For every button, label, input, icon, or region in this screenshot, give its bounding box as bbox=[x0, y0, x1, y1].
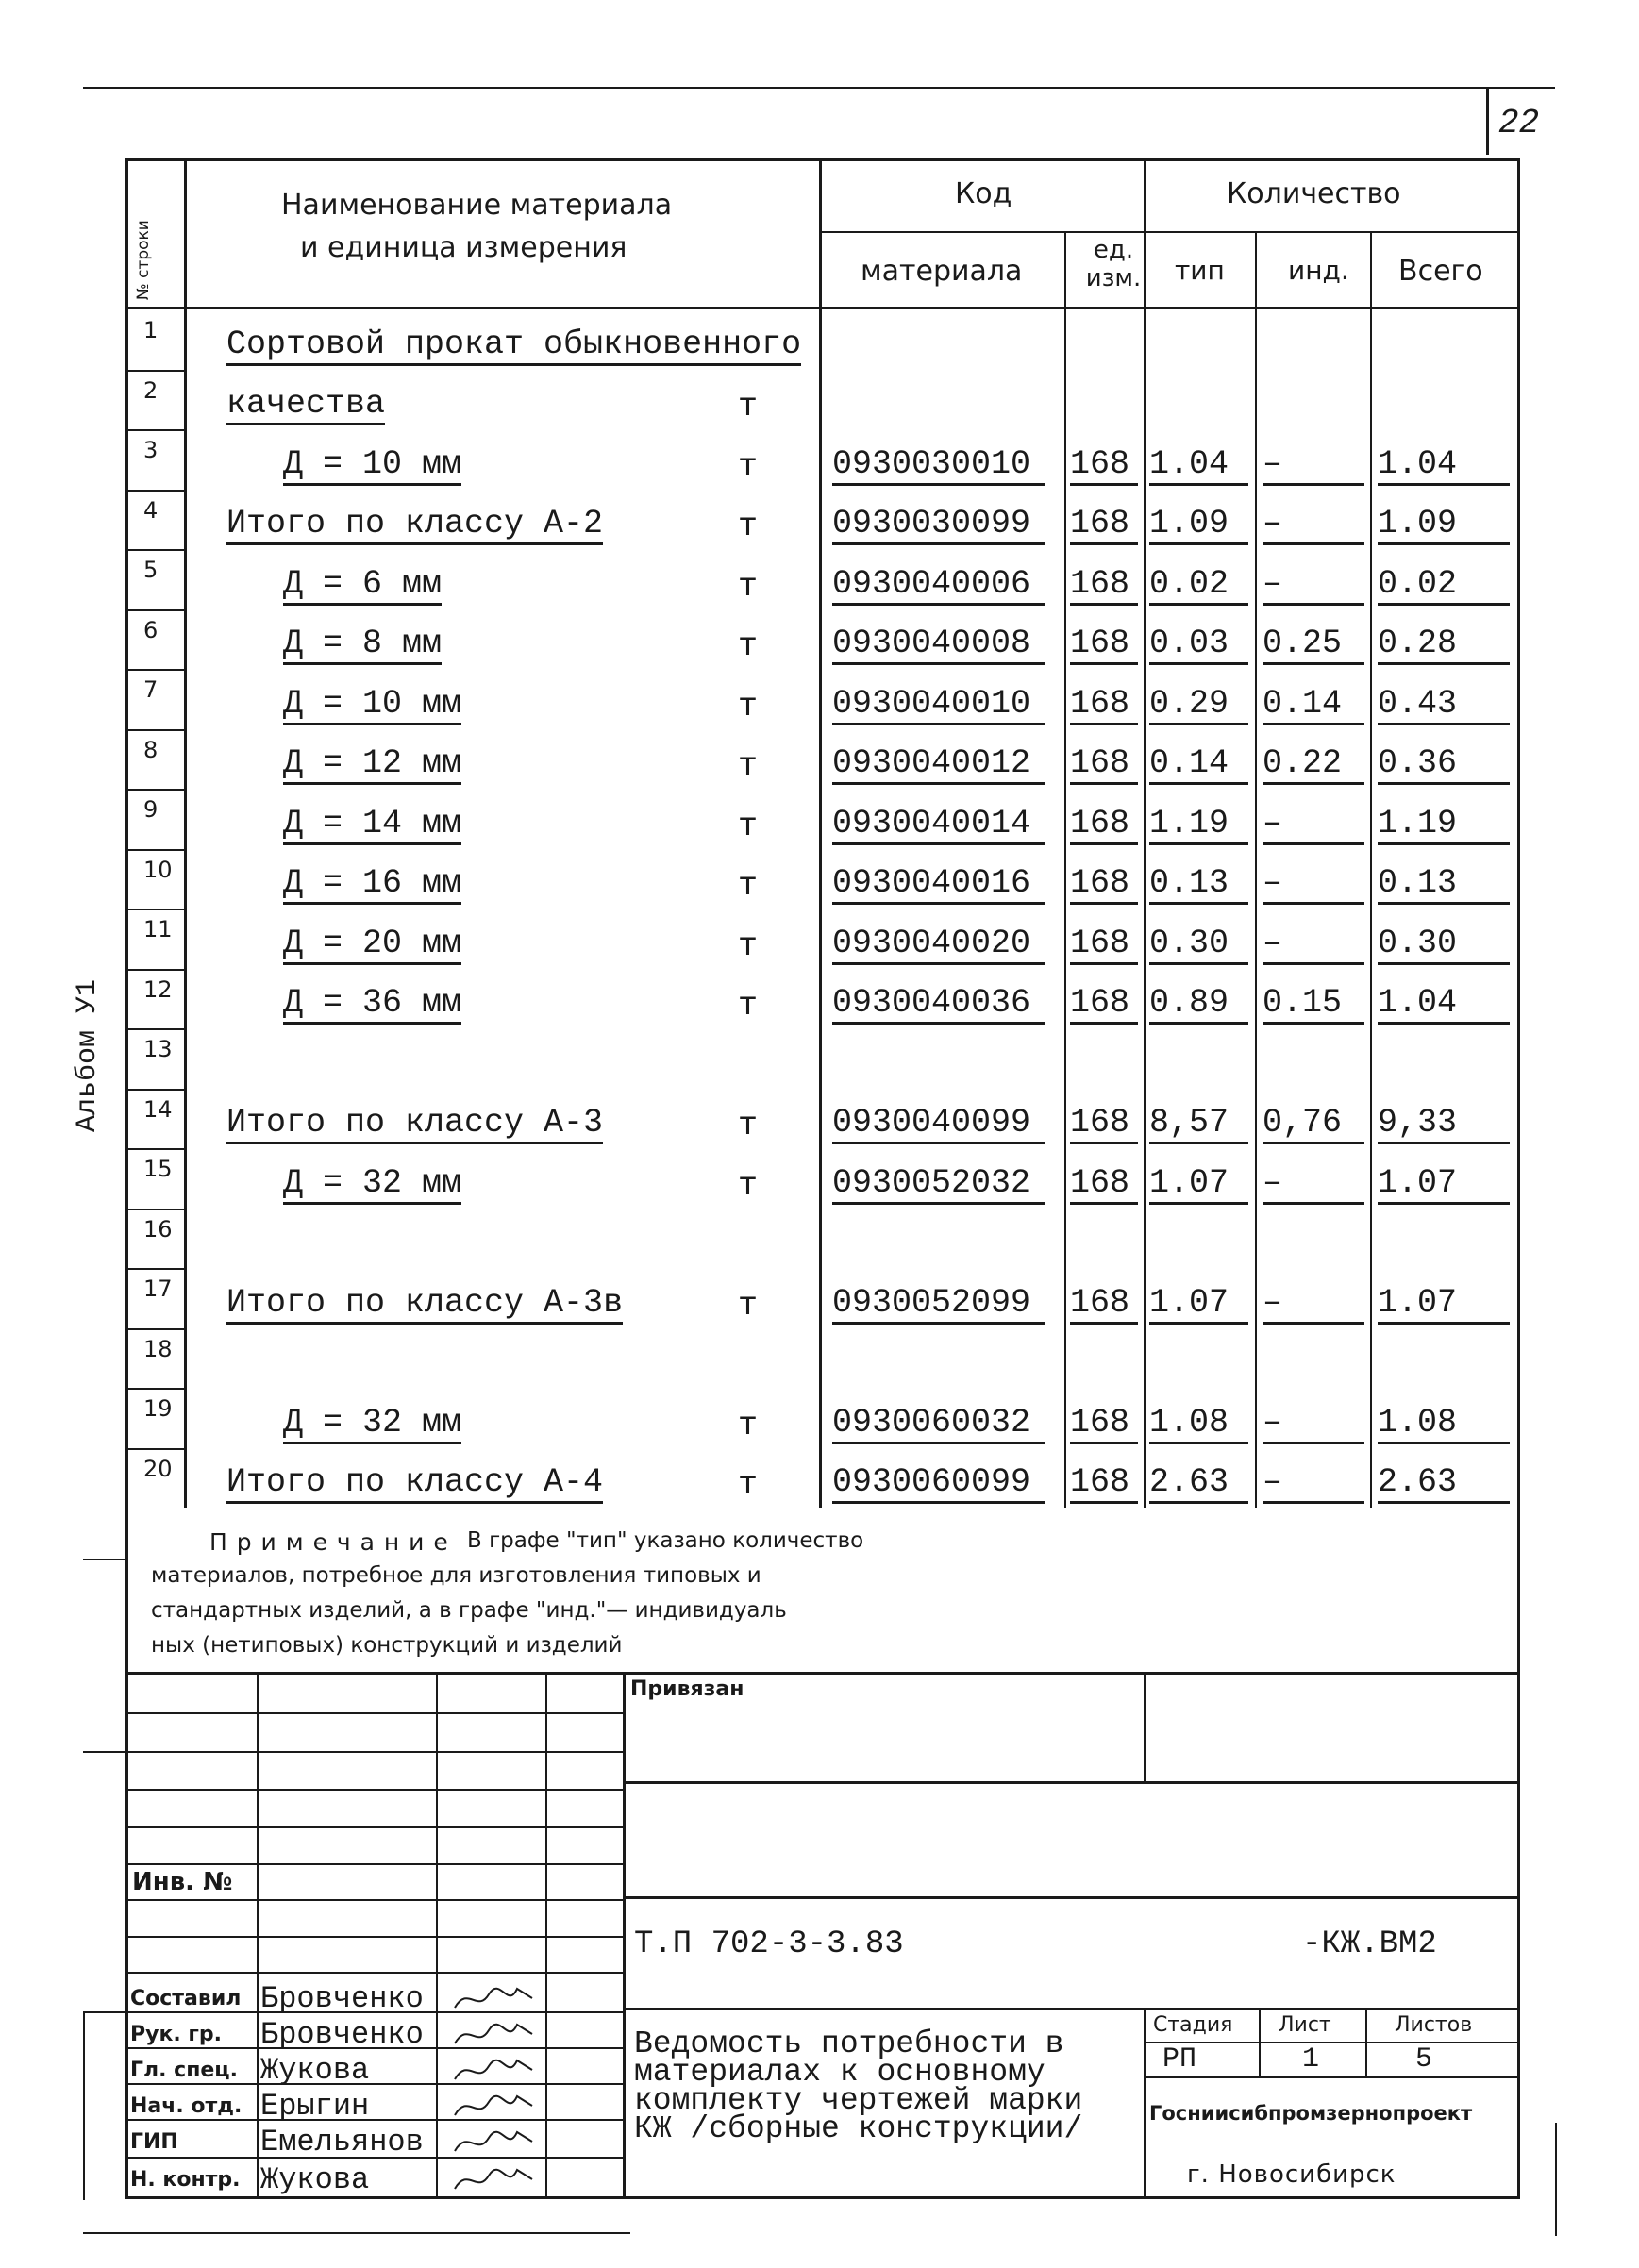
row-number: 9 bbox=[143, 796, 159, 823]
unit-abbrev: т bbox=[738, 687, 759, 725]
material-name: Итого по классу А-2 bbox=[226, 505, 603, 545]
unit-code: 168 bbox=[1070, 685, 1138, 725]
qty-total: 1.08 bbox=[1378, 1404, 1510, 1444]
header-quantity: Количество bbox=[1227, 177, 1401, 210]
qty-ind: – bbox=[1263, 1284, 1364, 1325]
qty-type: 0.14 bbox=[1149, 744, 1248, 785]
signer-name: Емельянов bbox=[260, 2125, 424, 2160]
signature-scribble bbox=[451, 2017, 536, 2051]
signer-role: Составил bbox=[130, 1987, 242, 2010]
material-name: Д = 36 мм bbox=[283, 984, 461, 1025]
header-code: Код bbox=[955, 177, 1012, 210]
qty-ind: – bbox=[1263, 505, 1364, 545]
material-code: 0930030010 bbox=[832, 445, 1045, 486]
table-row bbox=[0, 1209, 1639, 1269]
table-row bbox=[0, 1328, 1639, 1389]
material-name: Итого по классу А-3 bbox=[226, 1104, 603, 1144]
qty-total: 0.30 bbox=[1378, 925, 1510, 965]
signature-scribble bbox=[451, 2125, 536, 2159]
material-code: 0930040012 bbox=[832, 744, 1045, 785]
unit-abbrev: т bbox=[738, 926, 759, 965]
qty-ind: 0.22 bbox=[1263, 744, 1364, 785]
material-name: Д = 14 мм bbox=[283, 805, 461, 845]
sheets-value: 5 bbox=[1415, 2043, 1433, 2076]
qty-type: 1.08 bbox=[1149, 1404, 1248, 1444]
sheets-label: Листов bbox=[1395, 2013, 1473, 2037]
table-row bbox=[0, 490, 1639, 550]
material-code: 0930040010 bbox=[832, 685, 1045, 725]
qty-total: 1.04 bbox=[1378, 984, 1510, 1025]
qty-ind: – bbox=[1263, 805, 1364, 845]
material-name: Д = 10 мм bbox=[283, 445, 461, 486]
bound-label: Привязан bbox=[630, 1677, 744, 1701]
table-row bbox=[0, 1268, 1639, 1328]
unit-code: 168 bbox=[1070, 1284, 1138, 1325]
unit-abbrev: т bbox=[738, 747, 759, 785]
qty-total: 0.36 bbox=[1378, 744, 1510, 785]
unit-code: 168 bbox=[1070, 1404, 1138, 1444]
header-unit: ед. изм. bbox=[1085, 236, 1142, 292]
note-lead: П р и м е ч а н и е bbox=[209, 1528, 449, 1556]
unit-code: 168 bbox=[1070, 1104, 1138, 1144]
material-code: 0930060099 bbox=[832, 1463, 1045, 1504]
signer-name: Жукова bbox=[260, 2053, 370, 2088]
unit-code: 168 bbox=[1070, 1463, 1138, 1504]
unit-code: 168 bbox=[1070, 505, 1138, 545]
unit-abbrev: т bbox=[738, 447, 759, 486]
unit-abbrev: т bbox=[738, 1107, 759, 1144]
table-row bbox=[0, 549, 1639, 609]
signer-name: Бровченко bbox=[260, 1981, 424, 2016]
material-name: Д = 12 мм bbox=[283, 744, 461, 785]
qty-ind: – bbox=[1263, 1463, 1364, 1504]
table-row bbox=[0, 370, 1639, 430]
qty-total: 9,33 bbox=[1378, 1104, 1510, 1144]
table-row bbox=[0, 1028, 1639, 1089]
row-number: 18 bbox=[143, 1335, 173, 1362]
unit-code: 168 bbox=[1070, 625, 1138, 665]
qty-ind: 0.14 bbox=[1263, 685, 1364, 725]
qty-ind: – bbox=[1263, 1164, 1364, 1205]
unit-code: 168 bbox=[1070, 805, 1138, 845]
material-code: 0930052032 bbox=[832, 1164, 1045, 1205]
material-name: Сортовой прокат обыкновенного bbox=[226, 325, 801, 366]
qty-total: 1.07 bbox=[1378, 1164, 1510, 1205]
row-number: 13 bbox=[143, 1036, 173, 1062]
row-number: 5 bbox=[143, 557, 159, 583]
qty-ind: – bbox=[1263, 864, 1364, 905]
qty-ind: – bbox=[1263, 925, 1364, 965]
row-number: 12 bbox=[143, 976, 173, 1003]
qty-ind: – bbox=[1263, 1404, 1364, 1444]
header-row-no: № строки bbox=[134, 220, 153, 300]
city: г. Новосибирск bbox=[1187, 2160, 1396, 2189]
qty-total: 1.07 bbox=[1378, 1284, 1510, 1325]
material-name: Итого по классу А-3в bbox=[226, 1284, 623, 1325]
table-row bbox=[0, 1388, 1639, 1448]
row-number: 15 bbox=[143, 1156, 173, 1182]
note-line1: В графе "тип" указано количество bbox=[467, 1528, 864, 1553]
material-name: Д = 10 мм bbox=[283, 685, 461, 725]
row-number: 11 bbox=[143, 916, 173, 942]
unit-code: 168 bbox=[1070, 445, 1138, 486]
signature-scribble bbox=[451, 1981, 536, 2015]
qty-total: 2.63 bbox=[1378, 1463, 1510, 1504]
table-row bbox=[0, 429, 1639, 490]
stage-label: Стадия bbox=[1153, 2013, 1233, 2037]
row-number: 14 bbox=[143, 1095, 173, 1123]
row-number: 17 bbox=[143, 1276, 173, 1302]
qty-total: 0.13 bbox=[1378, 864, 1510, 905]
qty-type: 1.19 bbox=[1149, 805, 1248, 845]
unit-abbrev: т bbox=[738, 1286, 759, 1325]
material-code: 0930040008 bbox=[832, 625, 1045, 665]
unit-code: 168 bbox=[1070, 1164, 1138, 1205]
qty-type: 1.04 bbox=[1149, 445, 1248, 486]
qty-type: 0.30 bbox=[1149, 925, 1248, 965]
table-row bbox=[0, 969, 1639, 1029]
material-name: Д = 20 мм bbox=[283, 925, 461, 965]
signer-role: Гл. спец. bbox=[130, 2059, 238, 2082]
material-name: Д = 6 мм bbox=[283, 565, 442, 606]
sheet-label: Лист bbox=[1279, 2013, 1331, 2037]
album-label: Альбом У1 bbox=[72, 978, 104, 1132]
row-number: 8 bbox=[143, 736, 159, 763]
unit-abbrev: т bbox=[738, 1466, 759, 1504]
qty-type: 0.02 bbox=[1149, 565, 1248, 606]
signature-scribble bbox=[451, 2089, 536, 2123]
note-line3: стандартных изделий, а в графе "инд."— индивидуаль bbox=[151, 1598, 787, 1623]
unit-code: 168 bbox=[1070, 744, 1138, 785]
material-name: качества bbox=[226, 385, 385, 425]
page-number-box-left bbox=[1486, 87, 1489, 155]
qty-type: 1.09 bbox=[1149, 505, 1248, 545]
qty-type: 0.13 bbox=[1149, 864, 1248, 905]
header-ind: инд. bbox=[1288, 255, 1349, 286]
qty-ind: – bbox=[1263, 445, 1364, 486]
doc-title-3: комплекту чертежей марки bbox=[634, 2083, 1083, 2118]
unit-code: 168 bbox=[1070, 984, 1138, 1025]
row-number: 3 bbox=[143, 437, 159, 463]
table-row bbox=[0, 729, 1639, 790]
table-row bbox=[0, 789, 1639, 849]
table-row bbox=[0, 609, 1639, 670]
qty-type: 1.07 bbox=[1149, 1164, 1248, 1205]
unit-abbrev: т bbox=[738, 807, 759, 845]
qty-type: 0.29 bbox=[1149, 685, 1248, 725]
qty-ind: 0.15 bbox=[1263, 984, 1364, 1025]
qty-total: 1.09 bbox=[1378, 505, 1510, 545]
header-name-line2: и единица измерения bbox=[300, 231, 627, 264]
qty-total: 0.28 bbox=[1378, 625, 1510, 665]
signature-scribble bbox=[451, 2162, 536, 2196]
qty-type: 2.63 bbox=[1149, 1463, 1248, 1504]
row-number: 7 bbox=[143, 676, 159, 703]
material-name: Д = 16 мм bbox=[283, 864, 461, 905]
qty-type: 1.07 bbox=[1149, 1284, 1248, 1325]
unit-abbrev: т bbox=[738, 1406, 759, 1444]
doc-title-2: материалах к основному bbox=[634, 2055, 1045, 2090]
table-row bbox=[0, 1448, 1639, 1509]
qty-type: 8,57 bbox=[1149, 1104, 1248, 1144]
qty-total: 1.04 bbox=[1378, 445, 1510, 486]
row-number: 2 bbox=[143, 376, 159, 404]
signer-name: Бровченко bbox=[260, 2017, 424, 2052]
table-row bbox=[0, 669, 1639, 729]
material-code: 0930040014 bbox=[832, 805, 1045, 845]
unit-abbrev: т bbox=[738, 508, 759, 545]
qty-ind: 0.25 bbox=[1263, 625, 1364, 665]
header-name-line1: Наименование материала bbox=[281, 189, 673, 222]
row-number: 6 bbox=[143, 616, 159, 643]
qty-total: 1.19 bbox=[1378, 805, 1510, 845]
material-code: 0930040016 bbox=[832, 864, 1045, 905]
doc-title-1: Ведомость потребности в bbox=[634, 2026, 1064, 2061]
note-line2: материалов, потребное для изготовления типовых и bbox=[151, 1563, 761, 1588]
doc-mark: -КЖ.ВМ2 bbox=[1302, 1926, 1437, 1962]
organization: Госниисибпромзернопроект bbox=[1149, 2102, 1473, 2125]
qty-type: 0.89 bbox=[1149, 984, 1248, 1025]
table-row bbox=[0, 909, 1639, 969]
page-number: 22 bbox=[1498, 104, 1540, 142]
qty-total: 0.43 bbox=[1378, 685, 1510, 725]
material-name: Д = 32 мм bbox=[283, 1164, 461, 1205]
material-code: 0930060032 bbox=[832, 1404, 1045, 1444]
unit-code: 168 bbox=[1070, 925, 1138, 965]
header-code-material: материала bbox=[861, 255, 1023, 288]
material-code: 0930040036 bbox=[832, 984, 1045, 1025]
signer-name: Ерыгин bbox=[260, 2089, 370, 2124]
header-total: Всего bbox=[1398, 255, 1483, 288]
table-row bbox=[0, 1089, 1639, 1149]
material-code: 0930040020 bbox=[832, 925, 1045, 965]
material-code: 0930040006 bbox=[832, 565, 1045, 606]
material-name: Д = 32 мм bbox=[283, 1404, 461, 1444]
material-code: 0930040099 bbox=[832, 1104, 1045, 1144]
unit-abbrev: т bbox=[738, 987, 759, 1025]
qty-total: 0.02 bbox=[1378, 565, 1510, 606]
signature-scribble bbox=[451, 2053, 536, 2087]
table-row bbox=[0, 309, 1639, 370]
unit-abbrev: т bbox=[738, 627, 759, 665]
row-number: 4 bbox=[143, 496, 159, 524]
unit-abbrev: т bbox=[738, 388, 759, 425]
qty-type: 0.03 bbox=[1149, 625, 1248, 665]
row-number: 10 bbox=[143, 856, 173, 883]
unit-code: 168 bbox=[1070, 565, 1138, 606]
sheet-value: 1 bbox=[1302, 2043, 1320, 2076]
note-line4: ных (нетиповых) конструкций и изделий bbox=[151, 1633, 623, 1658]
table-row bbox=[0, 1148, 1639, 1209]
material-name: Итого по классу А-4 bbox=[226, 1463, 603, 1504]
doc-title-4: КЖ /сборные конструкции/ bbox=[634, 2111, 1083, 2146]
stage-value: РП bbox=[1162, 2043, 1197, 2076]
signer-role: Нач. отд. bbox=[130, 2094, 243, 2118]
material-name: Д = 8 мм bbox=[283, 625, 442, 665]
unit-code: 168 bbox=[1070, 864, 1138, 905]
row-number: 16 bbox=[143, 1215, 173, 1242]
signer-role: Рук. гр. bbox=[130, 2023, 223, 2046]
unit-abbrev: т bbox=[738, 867, 759, 905]
table-row bbox=[0, 849, 1639, 909]
top-border-line bbox=[83, 87, 1555, 89]
inv-no-label: Инв. № bbox=[132, 1868, 233, 1896]
unit-abbrev: т bbox=[738, 567, 759, 606]
row-number: 19 bbox=[143, 1395, 173, 1422]
signer-role: Н. контр. bbox=[130, 2168, 241, 2192]
unit-abbrev: т bbox=[738, 1166, 759, 1205]
qty-ind: 0,76 bbox=[1263, 1104, 1364, 1144]
row-number: 1 bbox=[143, 317, 159, 343]
header-type: тип bbox=[1175, 255, 1225, 286]
material-code: 0930052099 bbox=[832, 1284, 1045, 1325]
signer-name: Жукова bbox=[260, 2162, 370, 2197]
row-number: 20 bbox=[143, 1455, 173, 1482]
material-code: 0930030099 bbox=[832, 505, 1045, 545]
qty-ind: – bbox=[1263, 565, 1364, 606]
doc-code: Т.П 702-3-3.83 bbox=[634, 1926, 904, 1962]
signer-role: ГИП bbox=[130, 2130, 178, 2154]
